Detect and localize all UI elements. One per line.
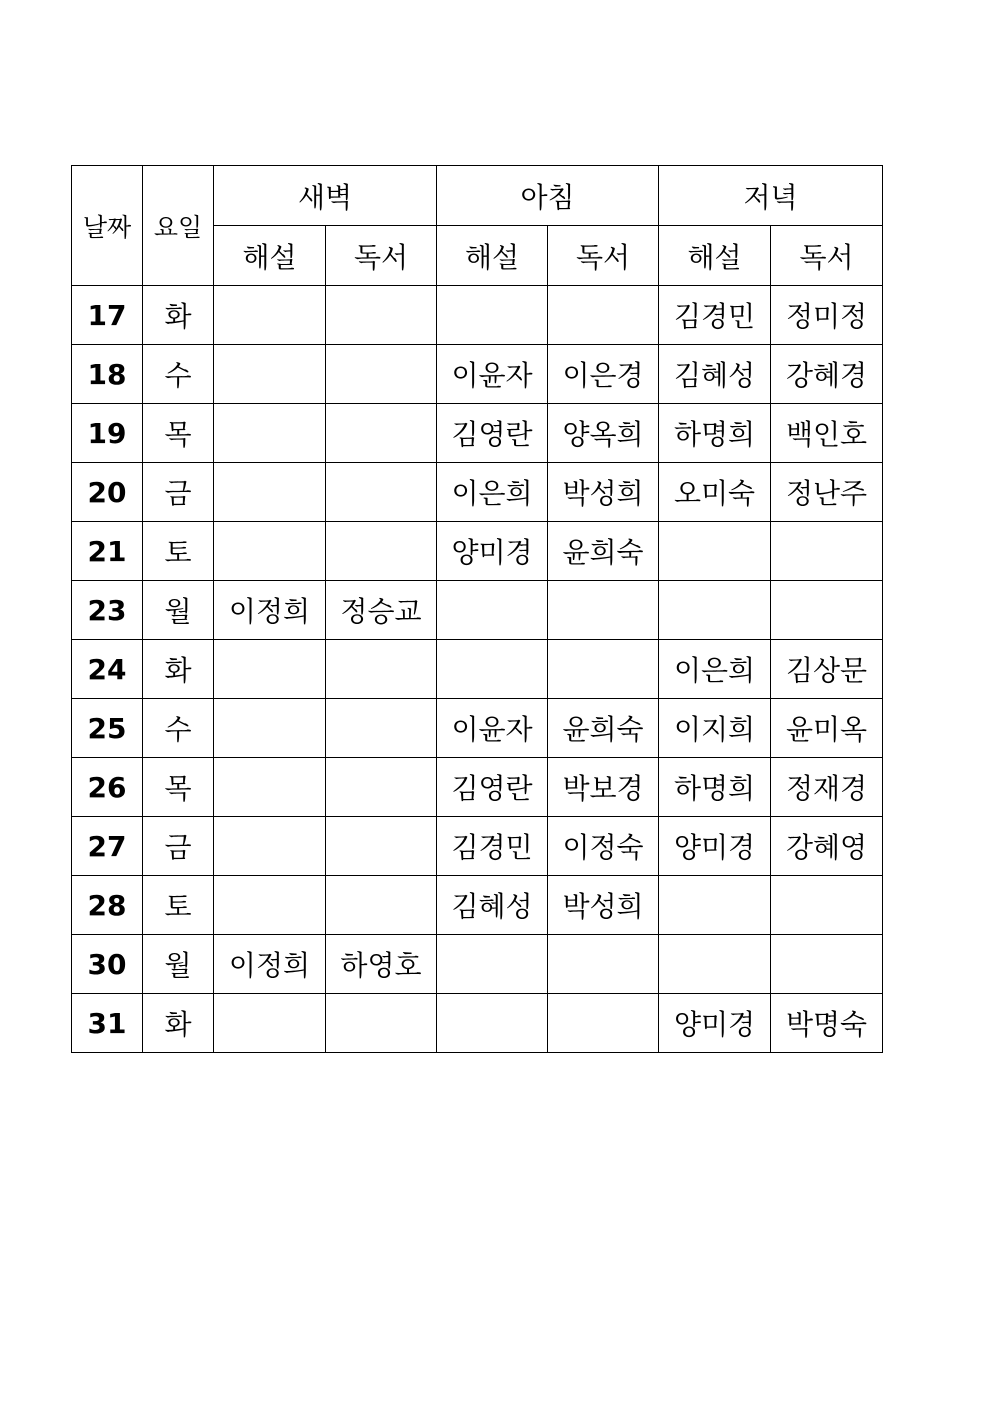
date-cell: 30 [72,935,143,994]
name-cell [326,345,437,404]
name-cell [214,817,326,876]
day-cell: 화 [143,286,214,345]
date-cell: 23 [72,581,143,640]
name-cell: 김영란 [437,758,548,817]
name-cell [214,640,326,699]
day-cell: 목 [143,758,214,817]
table-row [72,522,883,581]
day-cell: 금 [143,817,214,876]
name-cell [326,758,437,817]
date-cell: 28 [72,876,143,935]
table-row [72,345,883,404]
name-cell [548,994,659,1053]
name-cell [548,581,659,640]
day-cell: 월 [143,935,214,994]
date-cell: 25 [72,699,143,758]
table-row [72,404,883,463]
date-cell: 27 [72,817,143,876]
name-cell [659,935,771,994]
name-cell: 박성희 [548,463,659,522]
name-cell: 정미정 [771,286,883,345]
name-cell [326,286,437,345]
table-row [72,640,883,699]
day-cell: 수 [143,699,214,758]
name-cell [326,817,437,876]
name-cell [437,994,548,1053]
name-cell [326,640,437,699]
name-cell: 정재경 [771,758,883,817]
name-cell [771,522,883,581]
name-cell: 정난주 [771,463,883,522]
name-cell [326,404,437,463]
day-cell: 화 [143,994,214,1053]
name-cell: 강혜경 [771,345,883,404]
name-cell: 이윤자 [437,345,548,404]
name-cell [214,758,326,817]
table-row [72,286,883,345]
name-cell: 김영란 [437,404,548,463]
day-cell: 화 [143,640,214,699]
name-cell [214,345,326,404]
name-cell [326,463,437,522]
name-cell [437,640,548,699]
name-cell [437,581,548,640]
date-cell: 20 [72,463,143,522]
name-cell [214,404,326,463]
day-cell: 수 [143,345,214,404]
name-cell: 윤희숙 [548,522,659,581]
header-sub-commentary: 해설 [659,226,771,286]
header-day: 요일 [143,166,214,286]
day-cell: 토 [143,876,214,935]
table-row [72,935,883,994]
table-row [72,699,883,758]
date-cell: 19 [72,404,143,463]
name-cell [771,935,883,994]
name-cell: 이은희 [437,463,548,522]
table-body [72,286,883,1053]
name-cell: 이정숙 [548,817,659,876]
header-sub-commentary: 해설 [437,226,548,286]
table-row [72,463,883,522]
name-cell: 김혜성 [659,345,771,404]
name-cell [214,286,326,345]
name-cell [214,994,326,1053]
name-cell [214,463,326,522]
name-cell: 박명숙 [771,994,883,1053]
name-cell: 김경민 [659,286,771,345]
name-cell: 양미경 [437,522,548,581]
name-cell [659,522,771,581]
name-cell: 윤미옥 [771,699,883,758]
name-cell [548,640,659,699]
date-cell: 17 [72,286,143,345]
header-group-dawn: 새벽 [214,166,437,226]
header-sub-reading: 독서 [771,226,883,286]
name-cell: 이정희 [214,581,326,640]
table-row [72,817,883,876]
name-cell: 김혜성 [437,876,548,935]
name-cell [771,581,883,640]
header-group-evening: 저녁 [659,166,883,226]
table-row [72,581,883,640]
name-cell: 하명희 [659,758,771,817]
header-sub-reading: 독서 [548,226,659,286]
name-cell: 박성희 [548,876,659,935]
name-cell [326,522,437,581]
name-cell [548,286,659,345]
header-row-groups [72,166,883,226]
schedule-table [71,165,883,1053]
name-cell [548,935,659,994]
day-cell: 목 [143,404,214,463]
table-row [72,876,883,935]
name-cell [326,699,437,758]
name-cell: 하명희 [659,404,771,463]
name-cell: 강혜영 [771,817,883,876]
header-date: 날짜 [72,166,143,286]
name-cell: 오미숙 [659,463,771,522]
date-cell: 21 [72,522,143,581]
header-sub-commentary: 해설 [214,226,326,286]
name-cell: 이은경 [548,345,659,404]
name-cell: 양미경 [659,994,771,1053]
header-group-morning: 아침 [437,166,659,226]
date-cell: 31 [72,994,143,1053]
name-cell [214,876,326,935]
day-cell: 토 [143,522,214,581]
name-cell: 김상문 [771,640,883,699]
name-cell [659,581,771,640]
header-sub-reading: 독서 [326,226,437,286]
table-row [72,758,883,817]
name-cell: 윤희숙 [548,699,659,758]
name-cell: 이지희 [659,699,771,758]
name-cell [771,876,883,935]
name-cell: 김경민 [437,817,548,876]
name-cell [214,699,326,758]
name-cell [437,286,548,345]
date-cell: 26 [72,758,143,817]
date-cell: 24 [72,640,143,699]
name-cell: 박보경 [548,758,659,817]
day-cell: 월 [143,581,214,640]
name-cell [326,994,437,1053]
name-cell: 이윤자 [437,699,548,758]
name-cell [214,522,326,581]
name-cell [659,876,771,935]
name-cell: 하영호 [326,935,437,994]
table-row [72,994,883,1053]
name-cell [437,935,548,994]
name-cell: 백인호 [771,404,883,463]
name-cell [326,876,437,935]
date-cell: 18 [72,345,143,404]
name-cell: 양옥희 [548,404,659,463]
name-cell: 양미경 [659,817,771,876]
name-cell: 이은희 [659,640,771,699]
day-cell: 금 [143,463,214,522]
name-cell: 이정희 [214,935,326,994]
name-cell: 정승교 [326,581,437,640]
